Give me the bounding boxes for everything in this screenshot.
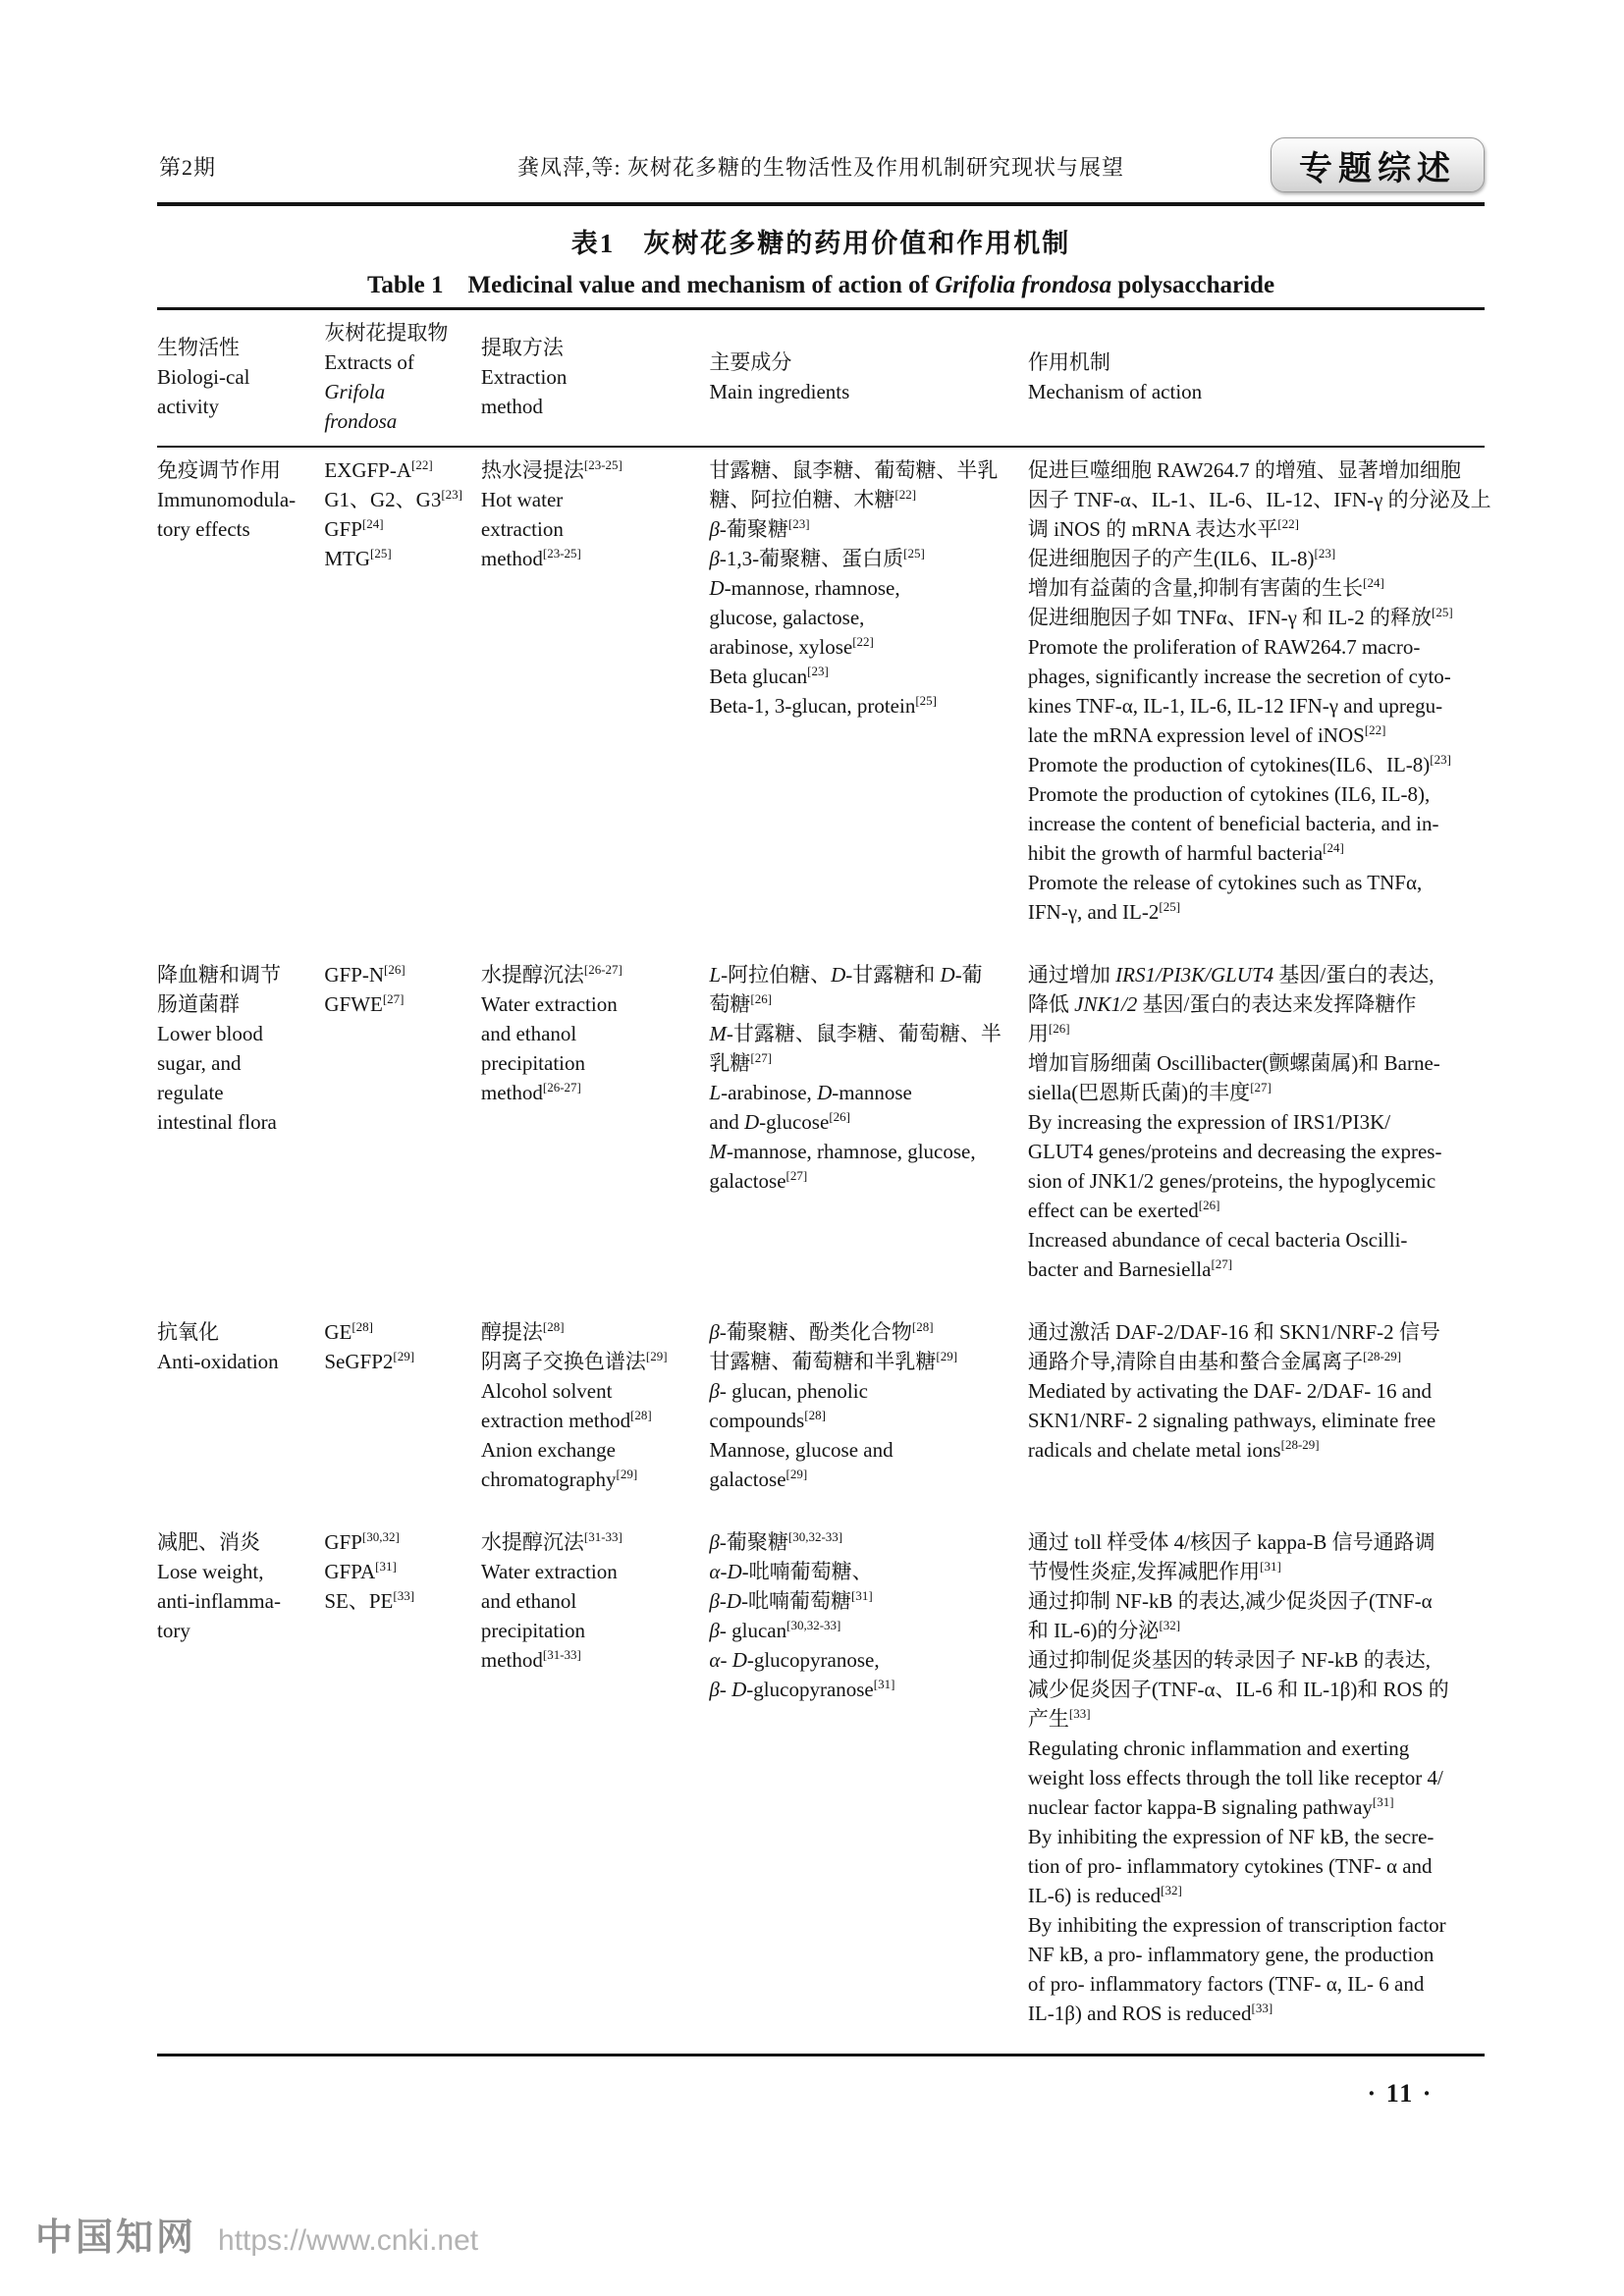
table-row: [157, 1520, 1485, 2056]
column-header: [709, 309, 1027, 448]
cell-line: GFPA[31]: [324, 1559, 397, 1583]
cell-line: 通过 toll 样受体 4/核因子 kappa-B 信号通路调: [1027, 1530, 1435, 1554]
cell-line: 用[26]: [1027, 1021, 1070, 1045]
table-title-en: [157, 265, 1485, 300]
cell-line: Alcohol solvent: [480, 1379, 613, 1403]
table-title-zh: 表1 灰树花多糖的药用价值和作用机制: [570, 229, 1071, 258]
column-header: [1028, 309, 1485, 448]
cell-line: Mediated by activating the DAF- 2/DAF- 16 and: [1027, 1379, 1433, 1403]
cell-line: extraction: [480, 517, 564, 541]
cell-line: 通过抑制促炎基因的转录因子 NF-kB 的表达,: [1027, 1648, 1431, 1672]
cell-line: 生物活性: [157, 336, 240, 359]
cell-line: 萄糖[26]: [709, 991, 773, 1016]
cell-line: weight loss effects through the toll like receptor 4/: [1027, 1766, 1443, 1789]
cell-line: galactose[29]: [709, 1467, 808, 1491]
cell-line: and ethanol: [480, 1589, 577, 1613]
table-row: [157, 952, 1485, 1309]
cell-line: method[23-25]: [480, 546, 581, 570]
cell-line: β-1,3-葡聚糖、蛋白质[25]: [709, 546, 925, 570]
table-row: [157, 447, 1485, 952]
cell-line: 促进细胞因子如 TNFα、IFN-γ 和 IL-2 的释放[25]: [1027, 605, 1453, 629]
cell-line: L-阿拉伯糖、D-甘露糖和 D-葡: [709, 963, 983, 987]
cell-line: 增加盲肠细菌 Oscillibacter(颤螺菌属)和 Barne-: [1027, 1051, 1440, 1075]
cell-line: 水提醇沉法[31-33]: [480, 1529, 623, 1554]
cell-line: 免疫调节作用: [157, 458, 281, 482]
cell-line: nuclear factor kappa-B signaling pathway[31]: [1027, 1794, 1394, 1819]
cell-line: tory: [157, 1619, 190, 1642]
cell-line: extraction method[28]: [480, 1408, 652, 1432]
cell-line: 调 iNOS 的 mRNA 表达水平[22]: [1027, 516, 1299, 541]
cell-line: of pro- inflammatory factors (TNF- α, IL- 6 and: [1027, 1972, 1425, 1996]
cell-line: GLUT4 genes/proteins and decreasing the expres-: [1027, 1140, 1442, 1163]
cell-line: Increased abundance of cecal bacteria Oscilli-: [1027, 1228, 1408, 1252]
cell-line: D-mannose, rhamnose,: [709, 576, 900, 600]
column-header: [481, 309, 710, 448]
table-cell: [157, 1309, 324, 1520]
cell-line: β-葡聚糖[30,32-33]: [709, 1529, 843, 1554]
table-cell: [157, 447, 324, 952]
cell-line: regulate: [157, 1081, 224, 1104]
cell-line: GFP[24]: [324, 516, 384, 541]
table-cell: [324, 1520, 481, 2056]
cell-line: 降血糖和调节: [157, 963, 281, 987]
cell-line: 通过激活 DAF-2/DAF-16 和 SKN1/NRF-2 信号: [1027, 1320, 1440, 1344]
cell-line: GE[28]: [324, 1319, 374, 1344]
table-header-row: [157, 309, 1485, 448]
cell-line: 作用机制: [1027, 350, 1110, 374]
cell-line: Promote the production of cytokines (IL6, IL-8),: [1027, 782, 1431, 806]
cell-line: 减少促炎因子(TNF-α、IL-6 和 IL-1β)和 ROS 的: [1027, 1678, 1449, 1701]
cell-line: SE、PE[33]: [324, 1588, 415, 1613]
page-header: [157, 137, 1485, 194]
cell-line: radicals and chelate metal ions[28-29]: [1027, 1437, 1320, 1462]
cell-line: 通过抑制 NF-kB 的表达,减少促炎因子(TNF-α: [1027, 1589, 1433, 1613]
cell-line: Lose weight,: [157, 1560, 264, 1583]
cell-line: IL-6) is reduced[32]: [1027, 1883, 1182, 1907]
cell-line: precipitation: [480, 1051, 586, 1075]
cell-line: activity: [157, 395, 219, 418]
cell-line: 水提醇沉法[26-27]: [480, 962, 623, 987]
cell-line: method[26-27]: [480, 1080, 581, 1104]
cell-line: 主要成分: [709, 350, 792, 374]
cell-line: 和 IL-6)的分泌[32]: [1027, 1618, 1181, 1642]
cell-line: GFWE[27]: [324, 991, 405, 1016]
cell-line: 通过增加 IRS1/PI3K/GLUT4 基因/蛋白的表达,: [1027, 963, 1435, 987]
cell-line: siella(巴恩斯氏菌)的丰度[27]: [1027, 1080, 1272, 1104]
cell-line: 热水浸提法[23-25]: [480, 457, 623, 482]
cell-line: Hot water: [480, 488, 564, 511]
table-cell: [1028, 952, 1485, 1309]
cnki-brand-text: 中国知网: [35, 2217, 197, 2259]
table-cell: [709, 1309, 1027, 1520]
table-cell: [324, 1309, 481, 1520]
medicinal-value-table: [157, 307, 1491, 2056]
cell-line: compounds[28]: [709, 1408, 826, 1432]
cell-line: Anion exchange: [480, 1438, 616, 1462]
table-cell: [709, 952, 1027, 1309]
cell-line: IFN-γ, and IL-2[25]: [1027, 899, 1181, 924]
cell-line: 糖、阿拉伯糖、木糖[22]: [709, 487, 917, 511]
cell-line: M-mannose, rhamnose, glucose,: [709, 1140, 976, 1163]
header-rule: [157, 202, 1485, 206]
cell-line: Regulating chronic inflammation and exerting: [1027, 1736, 1410, 1760]
cell-line: α- D-glucopyranose,: [709, 1648, 880, 1672]
cell-line: IL-1β) and ROS is reduced[33]: [1027, 2001, 1273, 2025]
table-cell: [709, 447, 1027, 952]
cell-line: 因子 TNF-α、IL-1、IL-6、IL-12、IFN-γ 的分泌及上: [1027, 488, 1491, 511]
cell-line: 产生[33]: [1027, 1706, 1091, 1731]
cell-line: Beta glucan[23]: [709, 664, 829, 688]
cell-line: SeGFP2[29]: [324, 1349, 415, 1373]
cell-line: Water extraction: [480, 992, 618, 1016]
cell-line: Immunomodula-: [157, 488, 297, 511]
cell-line: frondosa: [324, 409, 398, 433]
cell-line: method: [480, 395, 543, 418]
cell-line: 通路介导,清除自由基和螯合金属离子[28-29]: [1027, 1349, 1402, 1373]
cell-line: 抗氧化: [157, 1320, 219, 1344]
cell-line: kines TNF-α, IL-1, IL-6, IL-12 IFN-γ and upregu-: [1027, 694, 1443, 718]
table-cell: [481, 952, 710, 1309]
cell-line: By inhibiting the expression of transcription factor: [1027, 1913, 1446, 1937]
cell-line: Biologi-cal: [157, 365, 250, 389]
cell-line: 减肥、消炎: [157, 1530, 260, 1554]
cell-line: Grifola: [324, 380, 386, 403]
column-header: [157, 309, 324, 448]
table-cell: [324, 952, 481, 1309]
cell-line: Lower blood: [157, 1022, 263, 1045]
table-cell: [324, 447, 481, 952]
cell-line: 降低 JNK1/2 基因/蛋白的表达来发挥降糖作: [1027, 992, 1417, 1016]
cell-line: effect can be exerted[26]: [1027, 1198, 1220, 1222]
table-cell: [1028, 1520, 1485, 2056]
cell-line: hibit the growth of harmful bacteria[24]: [1027, 840, 1344, 865]
cnki-watermark: [35, 2207, 478, 2261]
cell-line: arabinose, xylose[22]: [709, 634, 874, 659]
cell-line: Extracts of: [324, 350, 414, 374]
table-row: [157, 1309, 1485, 1520]
cell-line: G1、G2、G3[23]: [324, 487, 463, 511]
cell-line: and D-glucose[26]: [709, 1109, 850, 1134]
cell-line: α-D-吡喃葡萄糖、: [709, 1560, 873, 1583]
cell-line: 增加有益菌的含量,抑制有害菌的生长[24]: [1027, 575, 1384, 600]
cell-line: chromatography[29]: [480, 1467, 638, 1491]
cell-line: Anti-oxidation: [157, 1350, 279, 1373]
page-number: · 11 ·: [1367, 2079, 1434, 2108]
cell-line: EXGFP-A[22]: [324, 457, 433, 482]
cell-line: GFP[30,32]: [324, 1529, 400, 1554]
cell-line: 促进细胞因子的产生(IL6、IL-8)[23]: [1027, 546, 1336, 570]
cell-line: Extraction: [480, 365, 568, 389]
cell-line: 提取方法: [480, 336, 564, 359]
cell-line: SKN1/NRF- 2 signaling pathways, eliminate free: [1027, 1409, 1436, 1432]
cell-line: Promote the production of cytokines(IL6、IL-8)[23]: [1027, 752, 1451, 776]
cell-line: increase the content of beneficial bacteria, and in-: [1027, 812, 1439, 835]
cell-line: Water extraction: [480, 1560, 618, 1583]
cell-line: late the mRNA expression level of iNOS[22]: [1027, 722, 1386, 747]
cell-line: tion of pro- inflammatory cytokines (TNF- α and: [1027, 1854, 1433, 1878]
cell-line: L-arabinose, D-mannose: [709, 1081, 912, 1104]
cell-line: M-甘露糖、鼠李糖、葡萄糖、半: [709, 1022, 1001, 1045]
cell-line: Promote the proliferation of RAW264.7 macro-: [1027, 635, 1421, 659]
cell-line: 肠道菌群: [157, 992, 240, 1016]
cell-line: Beta-1, 3-glucan, protein[25]: [709, 693, 938, 718]
column-header: [324, 309, 481, 448]
cell-line: By inhibiting the expression of NF kB, the secre-: [1027, 1825, 1435, 1848]
table-cell: [709, 1520, 1027, 2056]
table-cell: [157, 952, 324, 1309]
cell-line: β-葡聚糖、酚类化合物[28]: [709, 1319, 934, 1344]
cell-line: anti-inflamma-: [157, 1589, 281, 1613]
cell-line: β-D-吡喃葡萄糖[31]: [709, 1588, 873, 1613]
cell-line: 促进巨噬细胞 RAW264.7 的增殖、显著增加细胞: [1027, 458, 1461, 482]
cell-line: β-葡聚糖[23]: [709, 516, 810, 541]
cell-line: 甘露糖、鼠李糖、葡萄糖、半乳: [709, 458, 999, 482]
cell-line: GFP-N[26]: [324, 962, 406, 987]
cell-line: 乳糖[27]: [709, 1050, 773, 1075]
cell-line: galactose[27]: [709, 1168, 808, 1193]
cell-line: β- glucan, phenolic: [709, 1379, 868, 1403]
table-cell: [1027, 447, 1491, 952]
cell-line: MTG[25]: [324, 546, 392, 570]
cell-line: By increasing the expression of IRS1/PI3K/: [1027, 1110, 1391, 1134]
table-title-en-prefix: Table 1 Medicinal value and mechanism of action of: [366, 272, 936, 298]
table-cell: [481, 1309, 710, 1520]
cell-line: β- D-glucopyranose[31]: [709, 1677, 895, 1701]
cell-line: 醇提法[28]: [480, 1319, 565, 1344]
cell-line: NF kB, a pro- inflammatory gene, the production: [1027, 1943, 1435, 1966]
cell-line: Mechanism of action: [1027, 380, 1203, 403]
table-title-en-suffix: polysaccharide: [1111, 272, 1275, 298]
table-cell: [481, 447, 710, 952]
topic-badge: 专题综述: [1271, 137, 1485, 192]
table-cell: [481, 1520, 710, 2056]
cell-line: Mannose, glucose and: [709, 1438, 893, 1462]
cell-line: 灰树花提取物: [324, 321, 449, 345]
cell-line: phages, significantly increase the secretion of cyto-: [1027, 665, 1451, 688]
cell-line: tory effects: [157, 517, 250, 541]
cnki-url-link[interactable]: https://www.cnki.net: [218, 2224, 479, 2257]
cell-line: Promote the release of cytokines such as TNFα,: [1027, 871, 1423, 894]
cell-line: sion of JNK1/2 genes/proteins, the hypoglycemic: [1027, 1169, 1436, 1193]
cell-line: sugar, and: [157, 1051, 242, 1075]
cell-line: 节慢性炎症,发挥减肥作用[31]: [1027, 1559, 1281, 1583]
cell-line: intestinal flora: [157, 1110, 277, 1134]
cell-line: 甘露糖、葡萄糖和半乳糖[29]: [709, 1349, 958, 1373]
table-title-en-species: Grifolia frondosa: [935, 272, 1112, 298]
cell-line: Main ingredients: [709, 380, 850, 403]
cell-line: method[31-33]: [480, 1647, 581, 1672]
cell-line: 阴离子交换色谱法[29]: [480, 1349, 668, 1373]
running-title: 龚凤萍,等: 灰树花多糖的生物活性及作用机制研究现状与展望: [516, 155, 1125, 180]
cell-line: precipitation: [480, 1619, 586, 1642]
table-cell: [1028, 1309, 1485, 1520]
issue-label: 第2期: [159, 155, 217, 180]
cell-line: and ethanol: [480, 1022, 577, 1045]
table-cell: [157, 1520, 324, 2056]
cell-line: bacter and Barnesiella[27]: [1027, 1256, 1233, 1281]
cell-line: β- glucan[30,32-33]: [709, 1618, 841, 1642]
cell-line: glucose, galactose,: [709, 606, 865, 629]
